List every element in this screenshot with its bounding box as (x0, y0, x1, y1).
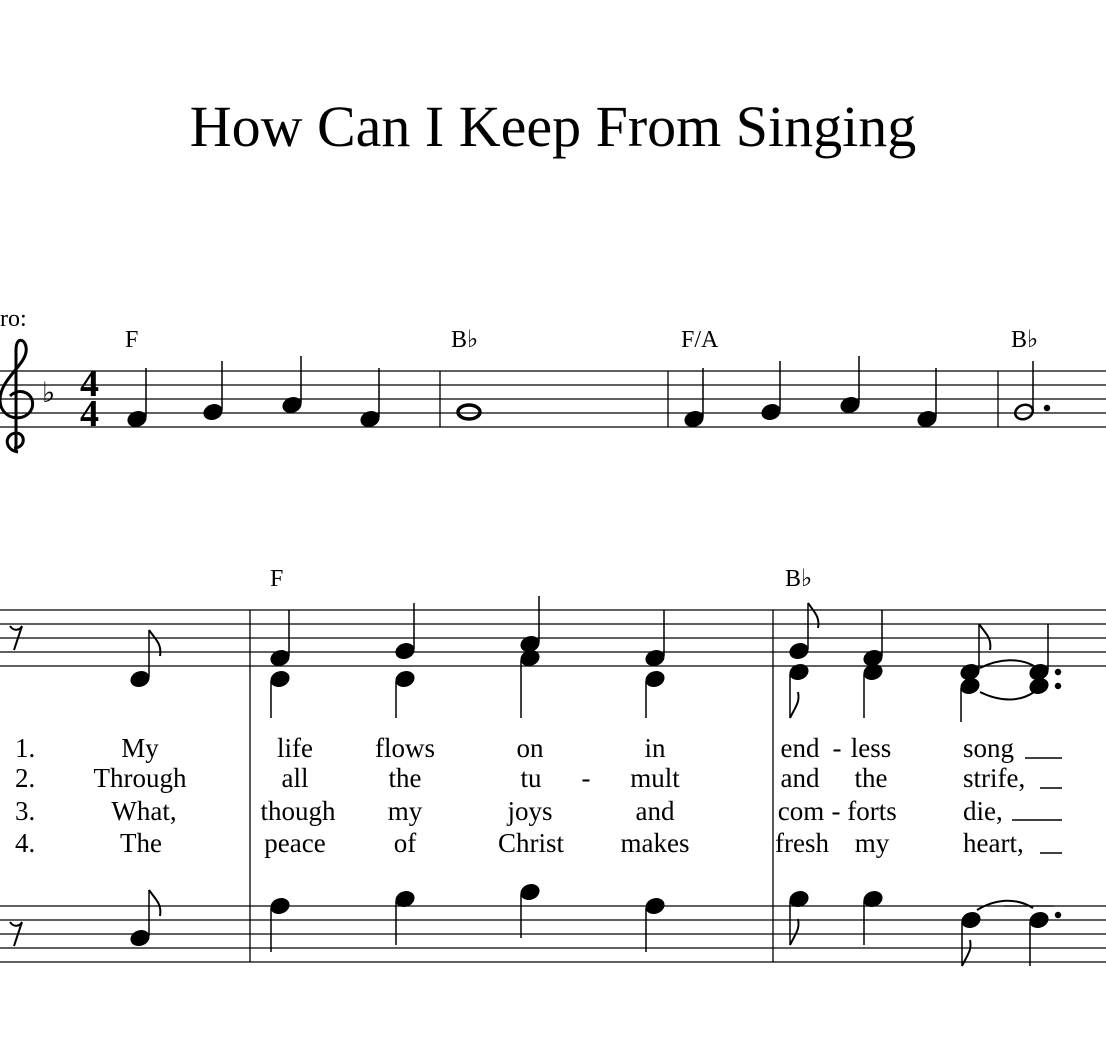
lyric-syllable: and (635, 796, 675, 826)
lyric-syllable: makes (620, 828, 690, 858)
lyric-hyphen: - (581, 763, 591, 793)
verse-number: 2. (15, 763, 36, 793)
lyric-syllable: all (281, 763, 309, 793)
verse-number: 1. (15, 733, 36, 763)
lyric-syllable: What, (111, 796, 177, 826)
chord-symbol: B♭ (451, 327, 479, 353)
lyric-syllable: heart, (963, 828, 1024, 858)
lyric-syllable: mult (630, 763, 680, 793)
intro-label: ro: (0, 306, 27, 332)
lyric-syllable: life (277, 733, 313, 763)
lyric-syllable: in (644, 733, 666, 763)
time-signature-bottom: 4 (80, 393, 99, 435)
page-title: How Can I Keep From Singing (189, 94, 917, 159)
lyric-syllable: Christ (497, 828, 565, 858)
lyric-syllable: on (516, 733, 544, 763)
chord-symbol: F (270, 566, 284, 592)
lyric-syllable: fresh (775, 828, 829, 858)
lyric-syllable: of (393, 828, 417, 858)
lyric-syllable: and (780, 763, 820, 793)
chord-symbol: F/A (681, 327, 719, 353)
verse-number: 3. (15, 796, 36, 826)
time-signature-top: 4 (80, 363, 99, 405)
lyric-syllable: song (963, 733, 1015, 763)
lyric-syllable: peace (264, 828, 326, 858)
lyric-syllable: die, (963, 796, 1003, 826)
lyric-syllable: end (780, 733, 820, 763)
lyric-syllable: My (121, 733, 159, 763)
lyric-syllable: the (854, 763, 888, 793)
chord-symbol: B♭ (1011, 327, 1039, 353)
lyric-syllable: com (777, 796, 825, 826)
notes-bass (10, 882, 1061, 966)
notes-treble (10, 596, 1061, 722)
verse-number: 4. (15, 828, 36, 858)
lyric-syllable: The (120, 828, 162, 858)
lyric-syllable: Through (93, 763, 187, 793)
notes-system1 (126, 356, 1049, 429)
lyric-hyphen: - (832, 733, 842, 763)
lyric-syllable: strife, (963, 763, 1026, 793)
staff-lines-bass (0, 906, 1106, 962)
lyric-syllable: though (260, 796, 336, 826)
lyric-syllable: my (387, 796, 423, 826)
staff-lines-system1 (0, 371, 1106, 427)
lyric-syllable: forts (847, 796, 897, 826)
lyric-syllable: my (854, 828, 890, 858)
chord-symbol: F (125, 327, 139, 353)
lyric-syllable: tu (520, 763, 542, 793)
lyric-syllable: joys (507, 796, 553, 826)
staff-lines-treble (0, 610, 1106, 666)
lyric-extenders (1012, 758, 1062, 853)
flat-icon: ♭ (42, 376, 56, 409)
lyric-syllable: the (388, 763, 422, 793)
lyric-hyphen: - (831, 796, 841, 826)
chord-symbol: B♭ (785, 566, 813, 592)
lyric-syllable: flows (375, 733, 435, 763)
treble-clef-icon (0, 340, 33, 452)
lyric-syllable: less (850, 733, 892, 763)
